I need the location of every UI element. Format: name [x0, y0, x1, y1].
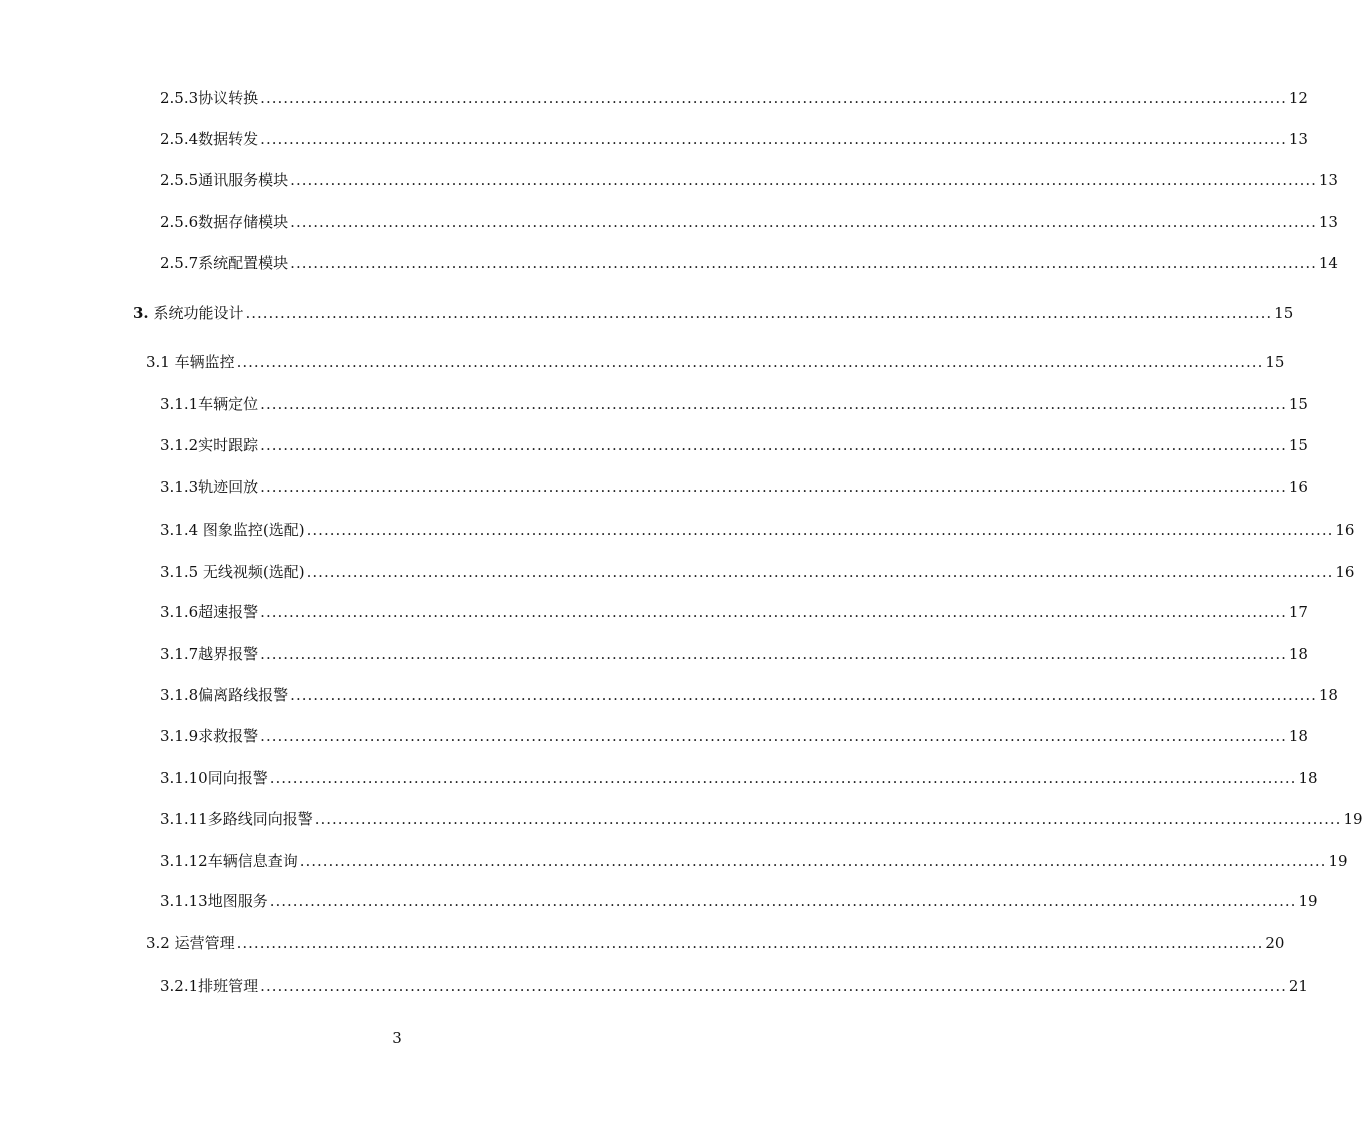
toc-entry-page: 18: [1318, 686, 1338, 704]
toc-chapter-entry: [133, 302, 1294, 324]
toc-entry: [160, 890, 1318, 912]
toc-entry: [160, 684, 1338, 706]
toc-entry-label: 3.1.4 图象监控(选配): [160, 521, 305, 539]
toc-entry-label: 2.5.4数据转发: [160, 130, 259, 148]
toc-dot-leader: ..................................................................................................................................................................................: [299, 852, 1327, 870]
toc-dot-leader: ..................................................................................................................................................................................: [306, 521, 1334, 539]
toc-entry-page: 16: [1335, 563, 1355, 581]
toc-dot-leader: ..................................................................................................................................................................................: [260, 727, 1287, 745]
page-number: 3: [392, 1029, 402, 1047]
toc-dot-leader: ..................................................................................................................................................................................: [306, 563, 1334, 581]
toc-entry-label: 3.1.10同向报警: [160, 769, 268, 787]
toc-entry: [160, 211, 1338, 233]
toc-dot-leader: ..................................................................................................................................................................................: [290, 213, 1317, 231]
toc-entry-label: 2.5.5通讯服务模块: [160, 171, 289, 189]
toc-entry-page: 15: [1288, 395, 1308, 413]
toc-entry-label: 3.1.1车辆定位: [160, 395, 259, 413]
toc-entry-label: 3.1.7越界报警: [160, 645, 259, 663]
toc-entry-label: 3.1 车辆监控: [146, 353, 235, 371]
toc-dot-leader: ..................................................................................................................................................................................: [236, 934, 1264, 952]
toc-entry: [160, 975, 1308, 997]
toc-entry-page: 18: [1288, 645, 1308, 663]
toc-entry-page: 19: [1343, 810, 1363, 828]
toc-entry: [160, 252, 1338, 274]
chapter-number: 3.: [133, 304, 149, 322]
toc-entry-label: 3.1.5 无线视频(选配): [160, 563, 305, 581]
toc-entry-label: 2.5.6数据存储模块: [160, 213, 289, 231]
toc-entry: [160, 169, 1338, 191]
toc-entry-page: 20: [1265, 934, 1285, 952]
toc-entry-page: 16: [1288, 478, 1308, 496]
toc-dot-leader: ..................................................................................................................................................................................: [260, 395, 1287, 413]
toc-entry-label: 3.1.6超速报警: [160, 603, 259, 621]
toc-entry-page: 15: [1265, 353, 1285, 371]
toc-entry-label: 3.1.13地图服务: [160, 892, 268, 910]
toc-entry: [160, 850, 1348, 872]
toc-entry: [160, 725, 1308, 747]
toc-entry-label: 3.1.3轨迹回放: [160, 478, 259, 496]
toc-entry-label: 3.1.9求救报警: [160, 727, 259, 745]
toc-entry-page: 19: [1298, 892, 1318, 910]
toc-entry-label: 3.2 运营管理: [146, 934, 235, 952]
toc-entry-page: 15: [1274, 304, 1294, 322]
toc-entry-page: 13: [1288, 130, 1308, 148]
toc-dot-leader: ..................................................................................................................................................................................: [290, 686, 1317, 704]
chapter-title: 系统功能设计: [148, 304, 244, 322]
toc-dot-leader: ..................................................................................................................................................................................: [269, 892, 1297, 910]
toc-entry-label: 2.5.3协议转换: [160, 89, 259, 107]
toc-entry-label: 3.1.11多路线同向报警: [160, 810, 313, 828]
toc-dot-leader: ..................................................................................................................................................................................: [260, 645, 1287, 663]
toc-entry-page: 19: [1328, 852, 1348, 870]
toc-entry-label: 2.5.7系统配置模块: [160, 254, 289, 272]
toc-entry: [160, 87, 1308, 109]
toc-dot-leader: ..................................................................................................................................................................................: [245, 304, 1273, 322]
toc-entry-label: 3.1.2实时跟踪: [160, 436, 259, 454]
toc-entry: [160, 434, 1308, 456]
toc-entry: [146, 351, 1285, 373]
toc-entry: [146, 932, 1285, 954]
toc-entry: [160, 643, 1308, 665]
toc-entry-page: 14: [1318, 254, 1338, 272]
toc-entry: [160, 601, 1308, 623]
toc-entry-page: 15: [1288, 436, 1308, 454]
toc-dot-leader: ..................................................................................................................................................................................: [290, 254, 1317, 272]
toc-entry: [160, 476, 1308, 498]
toc-entry: [160, 393, 1308, 415]
toc-entry-label: 3.1.8偏离路线报警: [160, 686, 289, 704]
toc-dot-leader: ..................................................................................................................................................................................: [260, 130, 1287, 148]
toc-entry-page: 18: [1288, 727, 1308, 745]
toc-entry: [160, 519, 1355, 541]
toc-dot-leader: ..................................................................................................................................................................................: [260, 89, 1287, 107]
toc-entry: [160, 808, 1363, 830]
toc-entry-label: 3.1.12车辆信息查询: [160, 852, 298, 870]
toc-dot-leader: ..................................................................................................................................................................................: [260, 603, 1287, 621]
toc-entry-page: 16: [1335, 521, 1355, 539]
toc-entry: [160, 561, 1355, 583]
toc-dot-leader: ..................................................................................................................................................................................: [260, 436, 1287, 454]
toc-dot-leader: ..................................................................................................................................................................................: [236, 353, 1264, 371]
toc-entry-page: 17: [1288, 603, 1308, 621]
toc-entry-label: 3.2.1排班管理: [160, 977, 259, 995]
toc-entry: [160, 128, 1308, 150]
toc-entry-page: 21: [1288, 977, 1308, 995]
toc-dot-leader: ..................................................................................................................................................................................: [269, 769, 1297, 787]
toc-entry-page: 18: [1298, 769, 1318, 787]
toc-entry: [160, 767, 1318, 789]
toc-entry-page: 12: [1288, 89, 1308, 107]
toc-entry-page: 13: [1318, 171, 1338, 189]
toc-entry-page: 13: [1318, 213, 1338, 231]
toc-dot-leader: ..................................................................................................................................................................................: [260, 478, 1287, 496]
toc-entry-label: [133, 302, 243, 324]
toc-dot-leader: ..................................................................................................................................................................................: [314, 810, 1342, 828]
toc-dot-leader: ..................................................................................................................................................................................: [260, 977, 1287, 995]
toc-dot-leader: ..................................................................................................................................................................................: [290, 171, 1317, 189]
